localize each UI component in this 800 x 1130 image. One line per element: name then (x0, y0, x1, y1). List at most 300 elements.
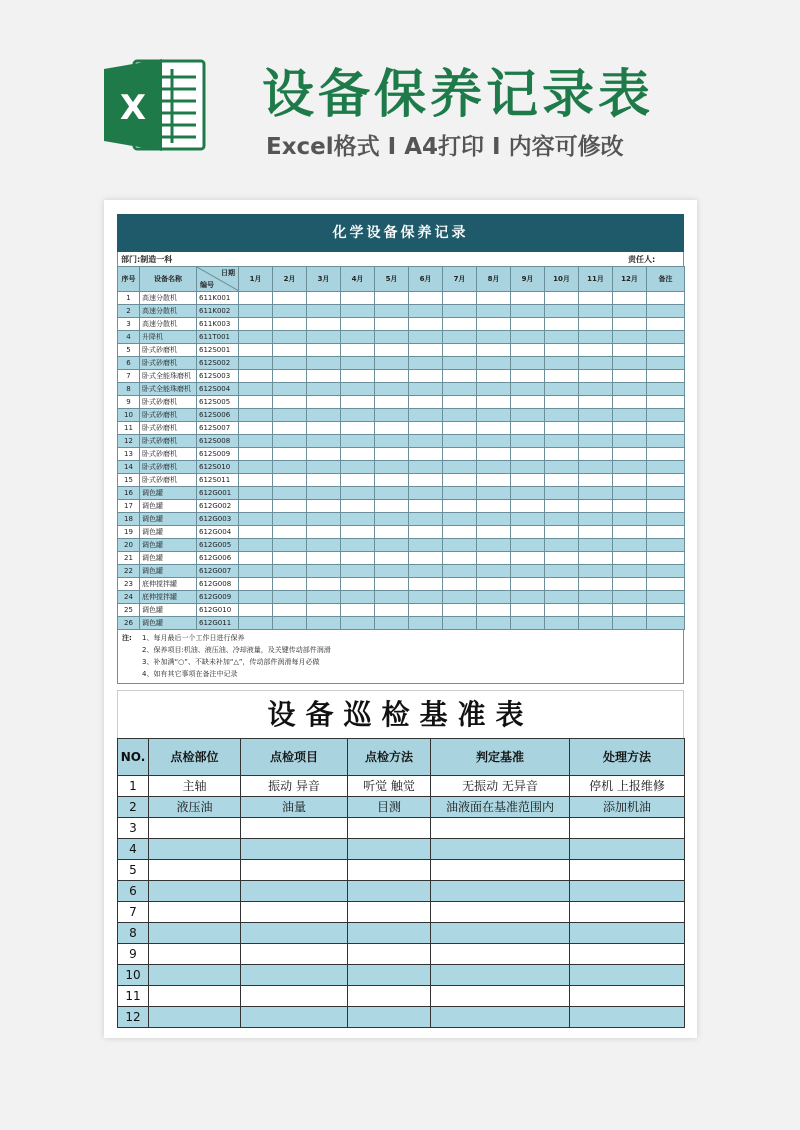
month-cell[interactable] (613, 461, 647, 474)
month-cell[interactable] (477, 552, 511, 565)
check-item[interactable]: 振动 异音 (241, 776, 348, 797)
month-cell[interactable] (511, 526, 545, 539)
month-cell[interactable] (273, 461, 307, 474)
action[interactable] (570, 902, 685, 923)
month-cell[interactable] (511, 500, 545, 513)
month-cell[interactable] (239, 409, 273, 422)
month-cell[interactable] (273, 318, 307, 331)
month-cell[interactable] (375, 357, 409, 370)
month-cell[interactable] (273, 487, 307, 500)
action[interactable] (570, 818, 685, 839)
month-cell[interactable] (375, 604, 409, 617)
month-cell[interactable] (307, 500, 341, 513)
check-item[interactable] (241, 860, 348, 881)
month-cell[interactable] (579, 422, 613, 435)
month-cell[interactable] (579, 383, 613, 396)
month-cell[interactable] (409, 435, 443, 448)
month-cell[interactable] (341, 383, 375, 396)
month-cell[interactable] (477, 292, 511, 305)
month-cell[interactable] (375, 305, 409, 318)
remark-cell[interactable] (647, 513, 685, 526)
month-cell[interactable] (545, 578, 579, 591)
month-cell[interactable] (579, 409, 613, 422)
month-cell[interactable] (341, 409, 375, 422)
month-cell[interactable] (341, 318, 375, 331)
month-cell[interactable] (477, 487, 511, 500)
month-cell[interactable] (443, 591, 477, 604)
month-cell[interactable] (239, 448, 273, 461)
month-cell[interactable] (511, 513, 545, 526)
check-method[interactable] (348, 965, 431, 986)
month-cell[interactable] (579, 513, 613, 526)
month-cell[interactable] (273, 331, 307, 344)
month-cell[interactable] (239, 552, 273, 565)
month-cell[interactable] (579, 578, 613, 591)
month-cell[interactable] (477, 357, 511, 370)
month-cell[interactable] (239, 318, 273, 331)
month-cell[interactable] (579, 370, 613, 383)
remark-cell[interactable] (647, 422, 685, 435)
month-cell[interactable] (409, 487, 443, 500)
month-cell[interactable] (579, 396, 613, 409)
month-cell[interactable] (375, 370, 409, 383)
check-item[interactable] (241, 839, 348, 860)
month-cell[interactable] (341, 292, 375, 305)
month-cell[interactable] (613, 318, 647, 331)
month-cell[interactable] (375, 513, 409, 526)
month-cell[interactable] (443, 331, 477, 344)
month-cell[interactable] (239, 526, 273, 539)
month-cell[interactable] (409, 461, 443, 474)
month-cell[interactable] (409, 305, 443, 318)
month-cell[interactable] (375, 422, 409, 435)
month-cell[interactable] (341, 591, 375, 604)
month-cell[interactable] (307, 318, 341, 331)
month-cell[interactable] (341, 448, 375, 461)
remark-cell[interactable] (647, 292, 685, 305)
month-cell[interactable] (613, 409, 647, 422)
month-cell[interactable] (307, 383, 341, 396)
month-cell[interactable] (273, 604, 307, 617)
month-cell[interactable] (307, 409, 341, 422)
month-cell[interactable] (341, 539, 375, 552)
month-cell[interactable] (409, 357, 443, 370)
month-cell[interactable] (545, 604, 579, 617)
remark-cell[interactable] (647, 578, 685, 591)
month-cell[interactable] (239, 513, 273, 526)
month-cell[interactable] (341, 461, 375, 474)
month-cell[interactable] (511, 409, 545, 422)
month-cell[interactable] (613, 422, 647, 435)
remark-cell[interactable] (647, 383, 685, 396)
remark-cell[interactable] (647, 435, 685, 448)
remark-cell[interactable] (647, 396, 685, 409)
month-cell[interactable] (273, 539, 307, 552)
month-cell[interactable] (477, 461, 511, 474)
month-cell[interactable] (409, 513, 443, 526)
check-part[interactable] (149, 1007, 241, 1028)
month-cell[interactable] (307, 539, 341, 552)
month-cell[interactable] (409, 539, 443, 552)
check-item[interactable] (241, 902, 348, 923)
remark-cell[interactable] (647, 357, 685, 370)
month-cell[interactable] (443, 513, 477, 526)
month-cell[interactable] (545, 448, 579, 461)
month-cell[interactable] (545, 357, 579, 370)
month-cell[interactable] (273, 500, 307, 513)
month-cell[interactable] (239, 578, 273, 591)
month-cell[interactable] (477, 591, 511, 604)
month-cell[interactable] (273, 383, 307, 396)
month-cell[interactable] (307, 474, 341, 487)
month-cell[interactable] (545, 474, 579, 487)
month-cell[interactable] (375, 461, 409, 474)
month-cell[interactable] (375, 448, 409, 461)
remark-cell[interactable] (647, 448, 685, 461)
month-cell[interactable] (273, 565, 307, 578)
month-cell[interactable] (511, 578, 545, 591)
month-cell[interactable] (613, 552, 647, 565)
month-cell[interactable] (375, 539, 409, 552)
month-cell[interactable] (273, 370, 307, 383)
month-cell[interactable] (409, 409, 443, 422)
month-cell[interactable] (341, 617, 375, 630)
month-cell[interactable] (341, 331, 375, 344)
month-cell[interactable] (341, 565, 375, 578)
month-cell[interactable] (613, 305, 647, 318)
month-cell[interactable] (273, 357, 307, 370)
month-cell[interactable] (375, 578, 409, 591)
month-cell[interactable] (443, 435, 477, 448)
month-cell[interactable] (409, 344, 443, 357)
month-cell[interactable] (409, 383, 443, 396)
remark-cell[interactable] (647, 487, 685, 500)
month-cell[interactable] (273, 422, 307, 435)
month-cell[interactable] (375, 331, 409, 344)
month-cell[interactable] (579, 344, 613, 357)
month-cell[interactable] (545, 383, 579, 396)
month-cell[interactable] (613, 487, 647, 500)
month-cell[interactable] (545, 513, 579, 526)
month-cell[interactable] (307, 565, 341, 578)
month-cell[interactable] (613, 448, 647, 461)
month-cell[interactable] (477, 500, 511, 513)
check-part[interactable] (149, 818, 241, 839)
month-cell[interactable] (545, 526, 579, 539)
check-method[interactable] (348, 839, 431, 860)
remark-cell[interactable] (647, 552, 685, 565)
month-cell[interactable] (511, 539, 545, 552)
month-cell[interactable] (307, 526, 341, 539)
month-cell[interactable] (545, 435, 579, 448)
month-cell[interactable] (341, 552, 375, 565)
month-cell[interactable] (443, 500, 477, 513)
month-cell[interactable] (409, 552, 443, 565)
remark-cell[interactable] (647, 474, 685, 487)
month-cell[interactable] (307, 396, 341, 409)
month-cell[interactable] (239, 487, 273, 500)
month-cell[interactable] (511, 617, 545, 630)
month-cell[interactable] (545, 461, 579, 474)
month-cell[interactable] (477, 383, 511, 396)
month-cell[interactable] (239, 604, 273, 617)
month-cell[interactable] (307, 331, 341, 344)
month-cell[interactable] (443, 396, 477, 409)
month-cell[interactable] (545, 487, 579, 500)
month-cell[interactable] (273, 474, 307, 487)
month-cell[interactable] (375, 344, 409, 357)
action[interactable]: 停机 上报维修 (570, 776, 685, 797)
month-cell[interactable] (477, 344, 511, 357)
month-cell[interactable] (307, 552, 341, 565)
month-cell[interactable] (579, 539, 613, 552)
month-cell[interactable] (579, 474, 613, 487)
check-method[interactable] (348, 860, 431, 881)
check-item[interactable] (241, 881, 348, 902)
month-cell[interactable] (545, 539, 579, 552)
check-item[interactable] (241, 923, 348, 944)
check-method[interactable] (348, 1007, 431, 1028)
month-cell[interactable] (613, 344, 647, 357)
month-cell[interactable] (511, 331, 545, 344)
month-cell[interactable] (477, 617, 511, 630)
month-cell[interactable] (307, 357, 341, 370)
month-cell[interactable] (613, 370, 647, 383)
remark-cell[interactable] (647, 370, 685, 383)
month-cell[interactable] (477, 448, 511, 461)
month-cell[interactable] (307, 292, 341, 305)
action[interactable] (570, 881, 685, 902)
check-part[interactable] (149, 986, 241, 1007)
month-cell[interactable] (341, 578, 375, 591)
month-cell[interactable] (477, 474, 511, 487)
month-cell[interactable] (409, 604, 443, 617)
remark-cell[interactable] (647, 617, 685, 630)
month-cell[interactable] (477, 435, 511, 448)
month-cell[interactable] (579, 487, 613, 500)
month-cell[interactable] (443, 474, 477, 487)
check-part[interactable]: 液压油 (149, 797, 241, 818)
month-cell[interactable] (613, 383, 647, 396)
month-cell[interactable] (511, 422, 545, 435)
action[interactable] (570, 944, 685, 965)
month-cell[interactable] (443, 370, 477, 383)
month-cell[interactable] (613, 500, 647, 513)
month-cell[interactable] (613, 513, 647, 526)
month-cell[interactable] (239, 539, 273, 552)
criteria[interactable] (431, 839, 570, 860)
month-cell[interactable] (443, 344, 477, 357)
month-cell[interactable] (613, 604, 647, 617)
month-cell[interactable] (409, 448, 443, 461)
month-cell[interactable] (341, 513, 375, 526)
month-cell[interactable] (443, 448, 477, 461)
criteria[interactable] (431, 881, 570, 902)
month-cell[interactable] (239, 474, 273, 487)
month-cell[interactable] (477, 409, 511, 422)
month-cell[interactable] (443, 539, 477, 552)
month-cell[interactable] (613, 591, 647, 604)
month-cell[interactable] (511, 344, 545, 357)
month-cell[interactable] (613, 565, 647, 578)
month-cell[interactable] (511, 448, 545, 461)
month-cell[interactable] (375, 552, 409, 565)
month-cell[interactable] (273, 305, 307, 318)
month-cell[interactable] (613, 357, 647, 370)
month-cell[interactable] (273, 344, 307, 357)
month-cell[interactable] (579, 604, 613, 617)
month-cell[interactable] (477, 539, 511, 552)
month-cell[interactable] (409, 500, 443, 513)
check-part[interactable] (149, 965, 241, 986)
check-item[interactable] (241, 944, 348, 965)
month-cell[interactable] (375, 318, 409, 331)
month-cell[interactable] (579, 435, 613, 448)
month-cell[interactable] (511, 591, 545, 604)
month-cell[interactable] (409, 370, 443, 383)
month-cell[interactable] (511, 383, 545, 396)
month-cell[interactable] (341, 344, 375, 357)
check-method[interactable] (348, 881, 431, 902)
remark-cell[interactable] (647, 565, 685, 578)
month-cell[interactable] (477, 370, 511, 383)
month-cell[interactable] (375, 435, 409, 448)
month-cell[interactable] (341, 422, 375, 435)
criteria[interactable] (431, 902, 570, 923)
check-part[interactable]: 主轴 (149, 776, 241, 797)
check-method[interactable] (348, 923, 431, 944)
month-cell[interactable] (511, 552, 545, 565)
remark-cell[interactable] (647, 591, 685, 604)
month-cell[interactable] (511, 474, 545, 487)
month-cell[interactable] (613, 396, 647, 409)
month-cell[interactable] (341, 487, 375, 500)
month-cell[interactable] (545, 331, 579, 344)
month-cell[interactable] (307, 305, 341, 318)
month-cell[interactable] (409, 292, 443, 305)
month-cell[interactable] (443, 383, 477, 396)
month-cell[interactable] (477, 604, 511, 617)
check-part[interactable] (149, 860, 241, 881)
check-method[interactable] (348, 944, 431, 965)
month-cell[interactable] (613, 435, 647, 448)
month-cell[interactable] (409, 617, 443, 630)
month-cell[interactable] (511, 318, 545, 331)
month-cell[interactable] (613, 617, 647, 630)
month-cell[interactable] (545, 565, 579, 578)
remark-cell[interactable] (647, 500, 685, 513)
month-cell[interactable] (545, 344, 579, 357)
month-cell[interactable] (545, 422, 579, 435)
month-cell[interactable] (511, 487, 545, 500)
month-cell[interactable] (613, 331, 647, 344)
month-cell[interactable] (409, 526, 443, 539)
month-cell[interactable] (545, 591, 579, 604)
month-cell[interactable] (477, 526, 511, 539)
month-cell[interactable] (341, 357, 375, 370)
month-cell[interactable] (239, 565, 273, 578)
month-cell[interactable] (613, 292, 647, 305)
check-part[interactable] (149, 839, 241, 860)
month-cell[interactable] (477, 318, 511, 331)
month-cell[interactable] (341, 526, 375, 539)
remark-cell[interactable] (647, 344, 685, 357)
check-method[interactable] (348, 818, 431, 839)
month-cell[interactable] (545, 396, 579, 409)
month-cell[interactable] (273, 552, 307, 565)
month-cell[interactable] (239, 305, 273, 318)
month-cell[interactable] (579, 526, 613, 539)
check-item[interactable] (241, 965, 348, 986)
month-cell[interactable] (375, 292, 409, 305)
criteria[interactable] (431, 944, 570, 965)
month-cell[interactable] (613, 578, 647, 591)
month-cell[interactable] (341, 500, 375, 513)
remark-cell[interactable] (647, 539, 685, 552)
month-cell[interactable] (579, 552, 613, 565)
month-cell[interactable] (341, 370, 375, 383)
month-cell[interactable] (443, 565, 477, 578)
check-method[interactable]: 听觉 触觉 (348, 776, 431, 797)
month-cell[interactable] (273, 617, 307, 630)
month-cell[interactable] (239, 344, 273, 357)
month-cell[interactable] (239, 500, 273, 513)
month-cell[interactable] (477, 565, 511, 578)
check-item[interactable]: 油量 (241, 797, 348, 818)
criteria[interactable] (431, 818, 570, 839)
month-cell[interactable] (579, 617, 613, 630)
month-cell[interactable] (545, 617, 579, 630)
month-cell[interactable] (443, 617, 477, 630)
month-cell[interactable] (443, 552, 477, 565)
month-cell[interactable] (375, 487, 409, 500)
month-cell[interactable] (375, 409, 409, 422)
month-cell[interactable] (579, 318, 613, 331)
month-cell[interactable] (273, 409, 307, 422)
month-cell[interactable] (443, 526, 477, 539)
month-cell[interactable] (307, 513, 341, 526)
month-cell[interactable] (545, 552, 579, 565)
month-cell[interactable] (239, 383, 273, 396)
remark-cell[interactable] (647, 331, 685, 344)
month-cell[interactable] (409, 565, 443, 578)
month-cell[interactable] (579, 448, 613, 461)
remark-cell[interactable] (647, 526, 685, 539)
month-cell[interactable] (273, 435, 307, 448)
month-cell[interactable] (511, 565, 545, 578)
month-cell[interactable] (341, 474, 375, 487)
action[interactable] (570, 923, 685, 944)
criteria[interactable]: 无振动 无异音 (431, 776, 570, 797)
check-part[interactable] (149, 944, 241, 965)
month-cell[interactable] (307, 617, 341, 630)
month-cell[interactable] (443, 604, 477, 617)
month-cell[interactable] (613, 526, 647, 539)
month-cell[interactable] (443, 409, 477, 422)
month-cell[interactable] (307, 604, 341, 617)
month-cell[interactable] (579, 461, 613, 474)
remark-cell[interactable] (647, 409, 685, 422)
check-item[interactable] (241, 818, 348, 839)
check-method[interactable]: 目测 (348, 797, 431, 818)
month-cell[interactable] (443, 305, 477, 318)
month-cell[interactable] (511, 461, 545, 474)
month-cell[interactable] (511, 435, 545, 448)
month-cell[interactable] (341, 305, 375, 318)
month-cell[interactable] (273, 513, 307, 526)
criteria[interactable] (431, 986, 570, 1007)
month-cell[interactable] (375, 526, 409, 539)
